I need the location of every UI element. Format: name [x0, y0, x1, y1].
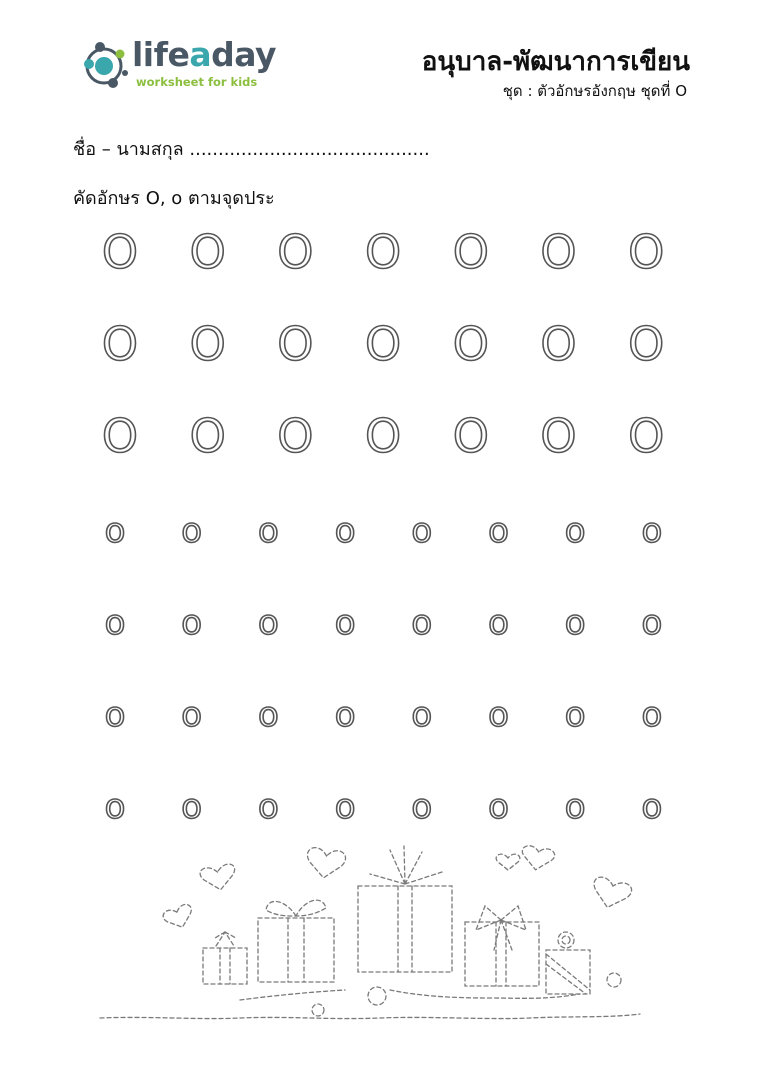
trace-letter-uppercase[interactable]: O — [540, 317, 577, 371]
trace-letter-lowercase[interactable]: o — [411, 695, 433, 735]
trace-letter-lowercase[interactable]: o — [488, 511, 509, 551]
worksheet-title: อนุบาล-พัฒนาการเขียน — [421, 47, 690, 77]
logo-word-suffix: day — [211, 35, 277, 74]
trace-letter-lowercase[interactable]: o — [411, 511, 433, 551]
trace-letter-lowercase[interactable]: o — [104, 695, 126, 735]
gift-decoration — [90, 830, 650, 1030]
trace-letter-lowercase[interactable]: o — [411, 787, 433, 827]
heart-icon — [519, 845, 555, 873]
trace-letter-uppercase[interactable]: O — [452, 409, 489, 463]
trace-letter-lowercase[interactable]: o — [488, 603, 509, 643]
gift-box-icon — [258, 918, 334, 982]
worksheet-subtitle: ชุด : ตัวอักษรอังกฤษ ชุดที่ O — [502, 82, 687, 100]
trace-letter-lowercase[interactable]: o — [411, 603, 433, 643]
trace-letter-lowercase[interactable]: o — [488, 787, 509, 827]
trace-letter-lowercase[interactable]: o — [564, 695, 586, 735]
trace-letter-lowercase[interactable]: o — [641, 695, 663, 735]
trace-letter-uppercase[interactable]: O — [628, 225, 665, 279]
trace-letter-lowercase[interactable]: o — [257, 511, 279, 551]
heart-icon — [496, 854, 520, 870]
trace-letter-lowercase[interactable]: o — [334, 787, 356, 827]
trace-letter-lowercase[interactable]: o — [641, 603, 663, 643]
trace-letter-lowercase[interactable]: o — [257, 787, 279, 827]
trace-letter-uppercase[interactable]: O — [452, 225, 489, 279]
trace-letter-lowercase[interactable]: o — [564, 787, 586, 827]
trace-letter-lowercase[interactable]: o — [257, 695, 279, 735]
trace-letter-uppercase[interactable]: O — [277, 317, 314, 371]
trace-letter-lowercase[interactable]: o — [488, 695, 509, 735]
logo-tagline: worksheet for kids — [136, 75, 258, 89]
trace-letter-uppercase[interactable]: O — [540, 225, 577, 279]
trace-letter-uppercase[interactable]: O — [101, 225, 139, 279]
trace-letter-uppercase[interactable]: O — [364, 409, 402, 463]
trace-letter-uppercase[interactable]: O — [452, 317, 489, 371]
trace-letter-lowercase[interactable]: o — [564, 603, 586, 643]
trace-letter-lowercase[interactable]: o — [181, 511, 203, 551]
trace-letter-lowercase[interactable]: o — [641, 787, 663, 827]
trace-letter-lowercase[interactable]: o — [181, 787, 203, 827]
trace-letter-uppercase[interactable]: O — [628, 317, 665, 371]
trace-letter-uppercase[interactable]: O — [189, 317, 226, 371]
trace-letter-lowercase[interactable]: o — [104, 603, 126, 643]
trace-letter-uppercase[interactable]: O — [277, 225, 314, 279]
trace-letter-lowercase[interactable]: o — [257, 603, 279, 643]
trace-letter-uppercase[interactable]: O — [364, 225, 402, 279]
trace-letter-lowercase[interactable]: o — [334, 511, 356, 551]
tracing-instruction: คัดอักษร O, o ตามจุดประ — [73, 188, 275, 209]
gift-box-icon — [465, 922, 539, 986]
trace-letter-uppercase[interactable]: O — [189, 409, 226, 463]
heart-icon — [162, 903, 197, 932]
trace-letter-uppercase[interactable]: O — [364, 317, 402, 371]
trace-letter-lowercase[interactable]: o — [334, 603, 356, 643]
trace-letter-uppercase[interactable]: O — [540, 409, 577, 463]
trace-letter-uppercase[interactable]: O — [277, 409, 314, 463]
heart-icon — [589, 875, 633, 912]
trace-letter-lowercase[interactable]: o — [104, 511, 126, 551]
trace-letter-lowercase[interactable]: o — [104, 787, 126, 827]
gift-box-icon — [358, 886, 452, 972]
logo-word-accent: a — [189, 35, 212, 74]
trace-letter-lowercase[interactable]: o — [564, 511, 586, 551]
gift-box-icon — [203, 948, 247, 984]
trace-letter-lowercase[interactable]: o — [334, 695, 356, 735]
trace-letter-lowercase[interactable]: o — [641, 511, 663, 551]
student-name-line[interactable]: ชื่อ – นามสกุล .......................................... — [73, 139, 430, 160]
trace-letter-uppercase[interactable]: O — [189, 225, 226, 279]
trace-letter-lowercase[interactable]: o — [181, 603, 203, 643]
heart-icon — [199, 863, 238, 893]
trace-letter-uppercase[interactable]: O — [101, 317, 139, 371]
trace-letter-lowercase[interactable]: o — [181, 695, 203, 735]
heart-icon — [305, 847, 347, 881]
logo-word-prefix: life — [132, 35, 190, 74]
trace-letter-uppercase[interactable]: O — [628, 409, 665, 463]
trace-letter-uppercase[interactable]: O — [101, 409, 139, 463]
